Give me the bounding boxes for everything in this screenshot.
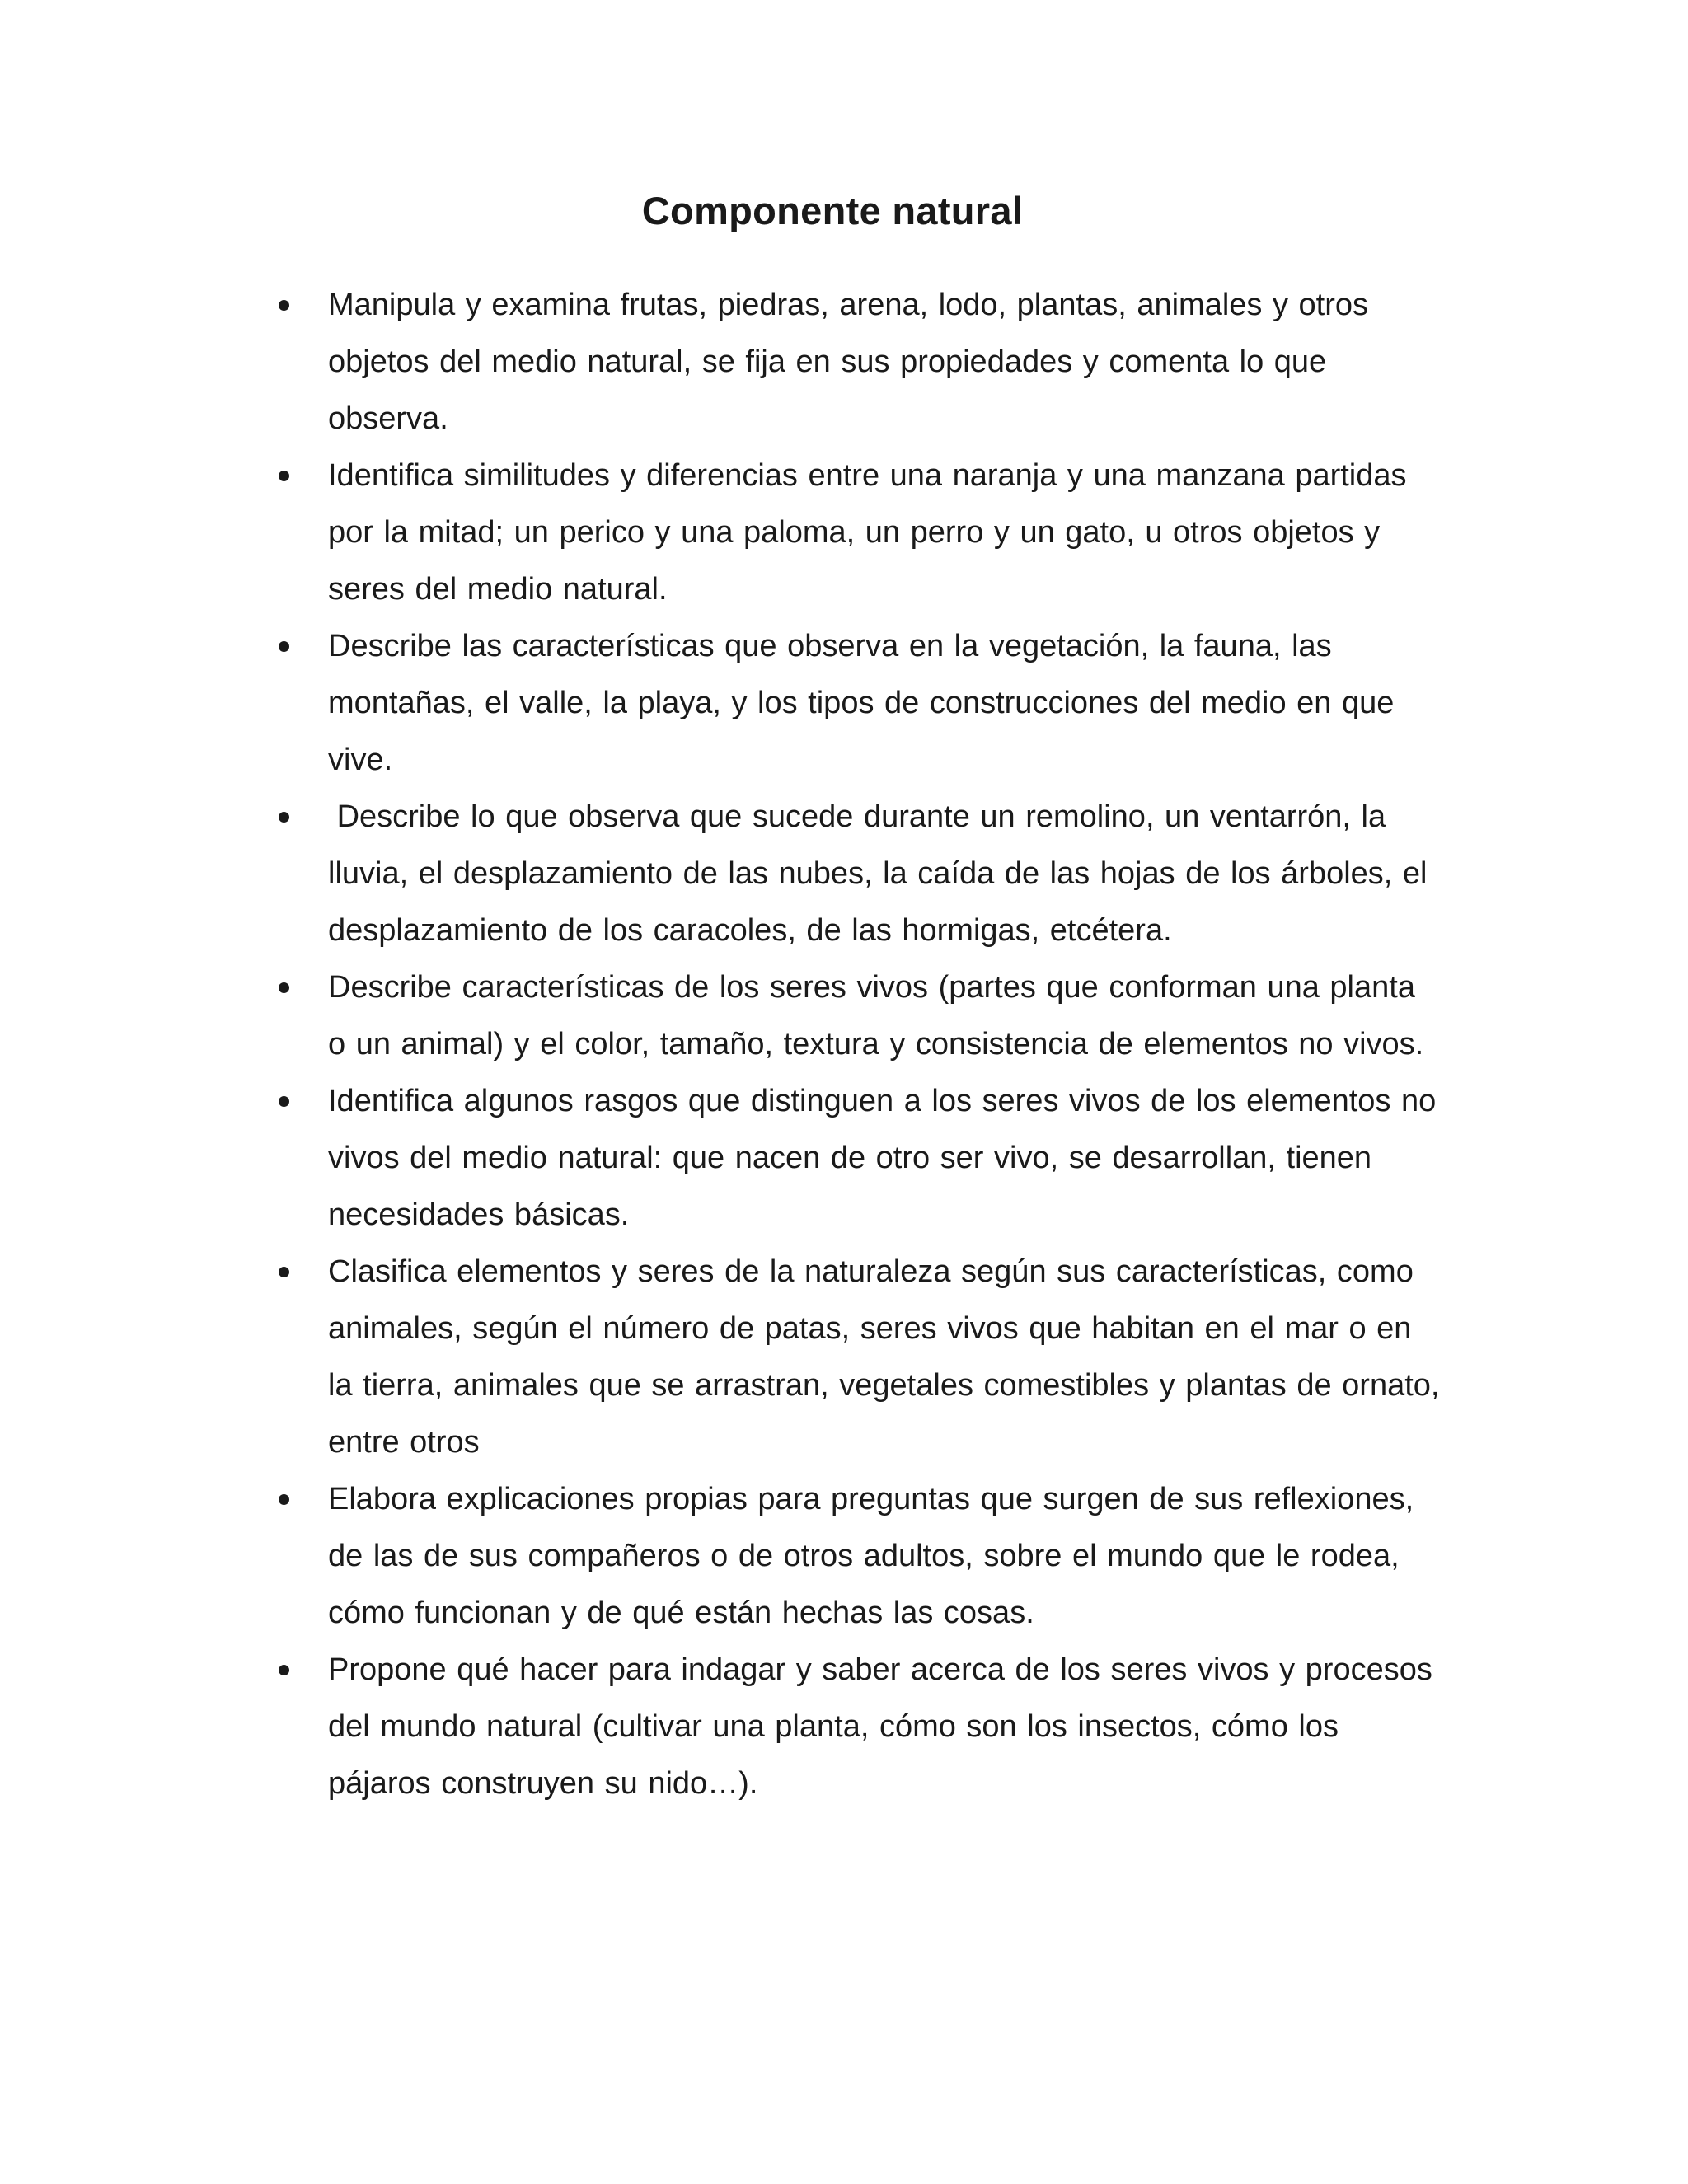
list-item [328, 1244, 1441, 1471]
list-item-text: Elabora explicaciones propias para preguntas que surgen de sus reflexiones, de las de sus compañeros o de otros adultos, sobre el mundo que le rodea, cómo funcionan y de qué están hechas las cosas. [328, 1482, 1414, 1630]
bullet-icon [279, 300, 289, 311]
list-item-text: Clasifica elementos y seres de la naturaleza según sus características, como animales, según el número de patas, seres vivos que habitan en el mar o en la tierra, animales que se arrastran, vegetales comestibles y plantas de ornato, entre otros [328, 1254, 1440, 1460]
bullet-icon [279, 641, 289, 652]
list-item-text: Identifica similitudes y diferencias entre una naranja y una manzana partidas por la mitad; un perico y una paloma, un perro y un gato, u otros objetos y seres del medio natural. [328, 458, 1407, 607]
list-item [328, 1073, 1441, 1244]
list-item-text: Propone qué hacer para indagar y saber acerca de los seres vivos y procesos del mundo natural (cultivar una planta, cómo son los insectos, cómo los pájaros construyen su nido…). [328, 1652, 1432, 1801]
list-item [328, 618, 1441, 789]
list-item [328, 959, 1441, 1073]
list-item [328, 1642, 1441, 1812]
bullet-icon [279, 1267, 289, 1277]
list-item-text: Manipula y examina frutas, piedras, arena, lodo, plantas, animales y otros objetos del medio natural, se fija en sus propiedades y comenta lo que observa. [328, 288, 1368, 436]
list-item-text: Describe características de los seres vivos (partes que conforman una planta o un animal) y el color, tamaño, textura y consistencia de elementos no vivos. [328, 970, 1424, 1062]
list-item [328, 277, 1441, 448]
list-item-text: Describe lo que observa que sucede durante un remolino, un ventarrón, la lluvia, el desplazamiento de las nubes, la caída de las hojas de los árboles, el desplazamiento de los caracoles, de las hormigas, etcétera. [328, 799, 1438, 948]
bullet-icon [279, 982, 289, 993]
bullet-icon [279, 471, 289, 481]
list-item [328, 1471, 1441, 1642]
bullet-icon [279, 1494, 289, 1505]
bullet-list [328, 277, 1441, 1812]
page-title: Componente natural [641, 189, 1024, 232]
list-item [328, 448, 1441, 618]
list-item-text: Describe las características que observa en la vegetación, la fauna, las montañas, el valle, la playa, y los tipos de construcciones del medio en que vive. [328, 629, 1395, 777]
list-item [328, 789, 1441, 959]
list-item-text: Identifica algunos rasgos que distinguen a los seres vivos de los elementos no vivos del medio natural: que nacen de otro ser vivo, se desarrollan, tienen necesidades básicas. [328, 1084, 1437, 1232]
bullet-icon [279, 1665, 289, 1675]
bullet-icon [279, 1096, 289, 1107]
bullet-icon [279, 812, 289, 823]
